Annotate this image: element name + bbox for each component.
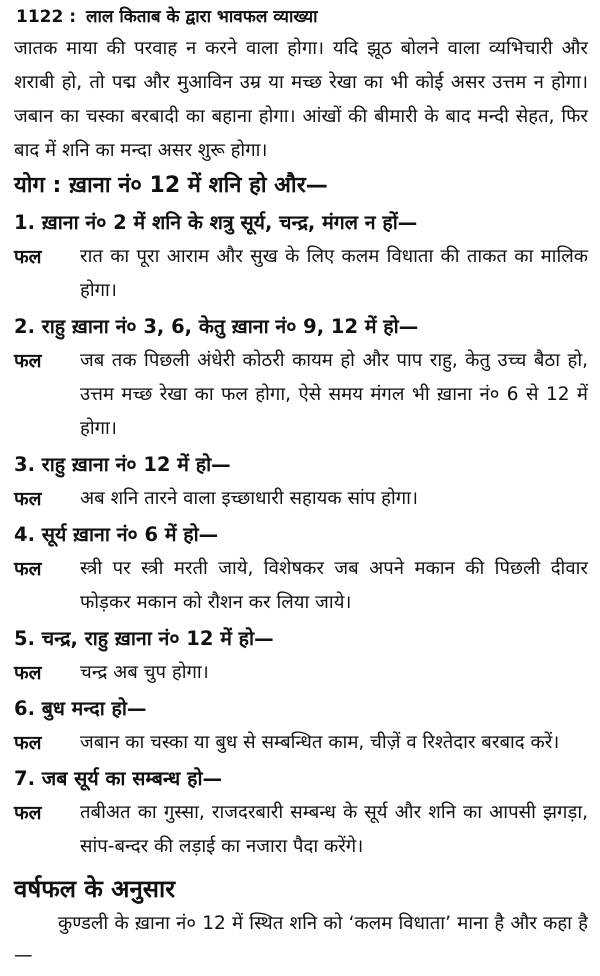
phal-label: फल bbox=[14, 662, 42, 684]
yoga-condition: 7. जब सूर्य का सम्बन्ध हो— bbox=[14, 767, 222, 790]
book-title: लाल किताब के द्वारा भावफल व्याख्या bbox=[85, 7, 318, 27]
phal-row bbox=[14, 726, 588, 760]
yoga-item-4 bbox=[14, 518, 588, 620]
yoga-item-6 bbox=[14, 692, 588, 760]
page-number: 1122 : bbox=[16, 7, 77, 27]
running-header bbox=[16, 6, 588, 28]
phal-text: चन्द्र अब चुप होगा। bbox=[80, 662, 209, 683]
yoga-item-1 bbox=[14, 206, 588, 308]
phal-row bbox=[14, 344, 588, 446]
phal-text: तबीअत का गुस्सा, राजदरबारी सम्बन्ध के सूर्य और शनि का आपसी झगड़ा, सांप-बन्दर की लड़ाई का नजारा पैदा करेंगे। bbox=[80, 802, 588, 857]
phal-label: फल bbox=[14, 246, 42, 268]
yoga-item-5 bbox=[14, 622, 588, 690]
phal-label: फल bbox=[14, 350, 42, 372]
phal-row bbox=[14, 656, 588, 690]
phal-row bbox=[14, 796, 588, 864]
phal-text: जबान का चस्का या बुध से सम्बन्धित काम, चीज़ें व रिश्तेदार बरबाद करें। bbox=[80, 732, 560, 753]
phal-row bbox=[14, 552, 588, 620]
phal-label: फल bbox=[14, 558, 42, 580]
intro-paragraph: जातक माया की परवाह न करने वाला होगा। यदि झूठ बोलने वाला व्यभिचारी और शराबी हो, तो पद्म और मुआविन उम्र या मच्छ रेखा का भी कोई असर उत्तम न होगा। जबान का चस्का बरबादी का बहाना होगा। आंखों की बीमारी के बाद मन्दी सेहत, फिर बाद में शनि का मन्दा असर शुरू होगा। bbox=[14, 38, 588, 161]
yoga-condition: 6. बुध मन्दा हो— bbox=[14, 697, 147, 720]
yoga-condition: 4. सूर्य ख़ाना नं० 6 में हो— bbox=[14, 523, 219, 546]
phal-label: फल bbox=[14, 732, 42, 754]
yoga-heading: योग : ख़ाना नं० 12 में शनि हो और— bbox=[14, 173, 328, 198]
yoga-item-3 bbox=[14, 448, 588, 516]
yoga-condition: 1. ख़ाना नं० 2 में शनि के शत्रु सूर्य, चन्द्र, मंगल न हों— bbox=[14, 211, 418, 234]
yoga-item-2 bbox=[14, 310, 588, 446]
closing-paragraph: कुण्डली के ख़ाना नं० 12 में स्थित शनि को ‘कलम विधाता’ माना है और कहा है— bbox=[14, 913, 588, 966]
yoga-condition: 3. राहु ख़ाना नं० 12 में हो— bbox=[14, 453, 231, 476]
phal-text: जब तक पिछली अंधेरी कोठरी कायम हो और पाप राहु, केतु उच्च बैठा हो, उत्तम मच्छ रेखा का फल होगा, ऐसे समय मंगल भी ख़ाना नं० 6 से 12 में होगा। bbox=[80, 350, 588, 439]
yoga-item-7 bbox=[14, 762, 588, 864]
yoga-condition: 5. चन्द्र, राहु ख़ाना नं० 12 में हो— bbox=[14, 627, 274, 650]
phal-text: रात का पूरा आराम और सुख के लिए कलम विधाता की ताकत का मालिक होगा। bbox=[80, 246, 588, 301]
phal-text: स्त्री पर स्त्री मरती जाये, विशेषकर जब अपने मकान की पिछली दीवार फोड़कर मकान को रौशन कर लिया जाये। bbox=[80, 558, 588, 613]
varshphal-heading: वर्षफल के अनुसार bbox=[14, 875, 176, 903]
phal-text: अब शनि तारने वाला इच्छाधारी सहायक सांप होगा। bbox=[80, 488, 418, 509]
phal-row bbox=[14, 482, 588, 516]
phal-label: फल bbox=[14, 488, 42, 510]
phal-label: फल bbox=[14, 802, 42, 824]
yoga-condition: 2. राहु ख़ाना नं० 3, 6, केतु ख़ाना नं० 9, 12 में हो— bbox=[14, 315, 419, 338]
phal-row bbox=[14, 240, 588, 308]
